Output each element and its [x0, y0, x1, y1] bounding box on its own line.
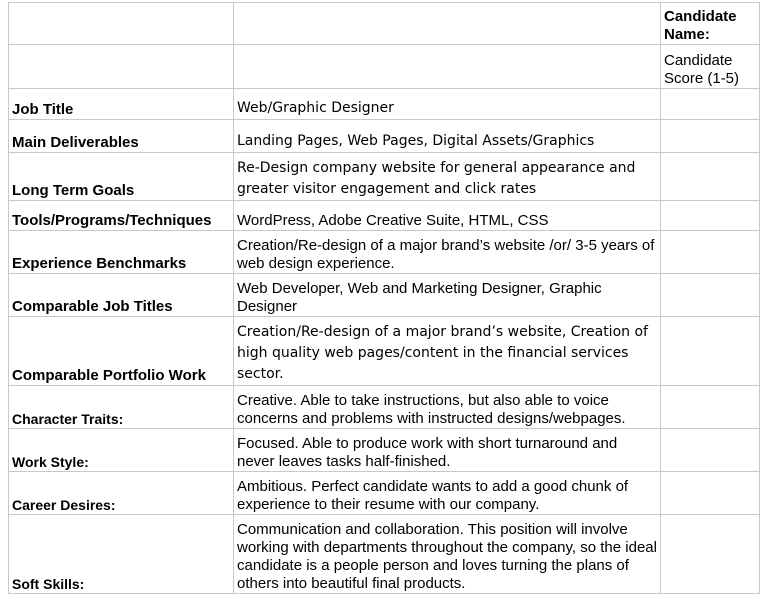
row-value-experience-benchmarks[interactable]: Creation/Re-design of a major brand’s website /or/ 3-5 years of web design experience. — [234, 231, 661, 274]
candidate-name-header[interactable]: Candidate Name: — [661, 3, 760, 45]
row-value-comparable-portfolio[interactable]: Creation/Re-design of a major brand’s website, Creation of high quality web pages/content in the financial services sector. — [234, 317, 661, 386]
score-cell[interactable] — [661, 153, 760, 201]
score-cell[interactable] — [661, 429, 760, 472]
row-value-work-style[interactable]: Focused. Able to produce work with short turnaround and never leaves tasks half-finished. — [234, 429, 661, 472]
table-row — [9, 472, 760, 515]
empty-cell[interactable] — [234, 3, 661, 45]
row-label-comparable-portfolio[interactable]: Comparable Portfolio Work — [9, 317, 234, 386]
score-cell[interactable] — [661, 201, 760, 231]
candidate-score-header[interactable]: Candidate Score (1-5) — [661, 45, 760, 89]
table-row — [9, 120, 760, 153]
row-label-experience-benchmarks[interactable]: Experience Benchmarks — [9, 231, 234, 274]
row-label-character-traits[interactable]: Character Traits: — [9, 386, 234, 429]
table-row — [9, 231, 760, 274]
row-value-comparable-job-titles[interactable]: Web Developer, Web and Marketing Designer, Graphic Designer — [234, 274, 661, 317]
row-value-soft-skills[interactable]: Communication and collaboration. This position will involve working with departments throughout the company, so the ideal candidate is a people person and loves turning the plans of others into beautiful final products. — [234, 515, 661, 594]
score-cell[interactable] — [661, 472, 760, 515]
table-row — [9, 317, 760, 386]
score-cell[interactable] — [661, 231, 760, 274]
row-value-career-desires[interactable]: Ambitious. Perfect candidate wants to add a good chunk of experience to their resume with our company. — [234, 472, 661, 515]
row-label-job-title[interactable]: Job Title — [9, 89, 234, 120]
table-row — [9, 201, 760, 231]
table-row — [9, 386, 760, 429]
score-cell[interactable] — [661, 317, 760, 386]
table-row — [9, 429, 760, 472]
table-row — [9, 274, 760, 317]
row-value-long-term-goals[interactable]: Re-Design company website for general appearance and greater visitor engagement and click rates — [234, 153, 661, 201]
table-row — [9, 89, 760, 120]
row-label-comparable-job-titles[interactable]: Comparable Job Titles — [9, 274, 234, 317]
score-cell[interactable] — [661, 120, 760, 153]
score-cell[interactable] — [661, 274, 760, 317]
score-cell[interactable] — [661, 89, 760, 120]
score-cell[interactable] — [661, 515, 760, 594]
table-row — [9, 515, 760, 594]
empty-cell[interactable] — [9, 45, 234, 89]
row-label-tools[interactable]: Tools/Programs/Techniques — [9, 201, 234, 231]
row-value-character-traits[interactable]: Creative. Able to take instructions, but also able to voice concerns and problems with instructed designs/webpages. — [234, 386, 661, 429]
row-label-long-term-goals[interactable]: Long Term Goals — [9, 153, 234, 201]
row-label-career-desires[interactable]: Career Desires: — [9, 472, 234, 515]
header-row-name — [9, 3, 760, 45]
header-row-score — [9, 45, 760, 89]
empty-cell[interactable] — [9, 3, 234, 45]
score-cell[interactable] — [661, 386, 760, 429]
row-label-soft-skills[interactable]: Soft Skills: — [9, 515, 234, 594]
row-value-job-title[interactable]: Web/Graphic Designer — [234, 89, 661, 120]
row-value-tools[interactable]: WordPress, Adobe Creative Suite, HTML, CSS — [234, 201, 661, 231]
empty-cell[interactable] — [234, 45, 661, 89]
candidate-evaluation-table — [8, 2, 760, 594]
row-label-work-style[interactable]: Work Style: — [9, 429, 234, 472]
row-label-main-deliverables[interactable]: Main Deliverables — [9, 120, 234, 153]
row-value-main-deliverables[interactable]: Landing Pages, Web Pages, Digital Assets/Graphics — [234, 120, 661, 153]
table-row — [9, 153, 760, 201]
